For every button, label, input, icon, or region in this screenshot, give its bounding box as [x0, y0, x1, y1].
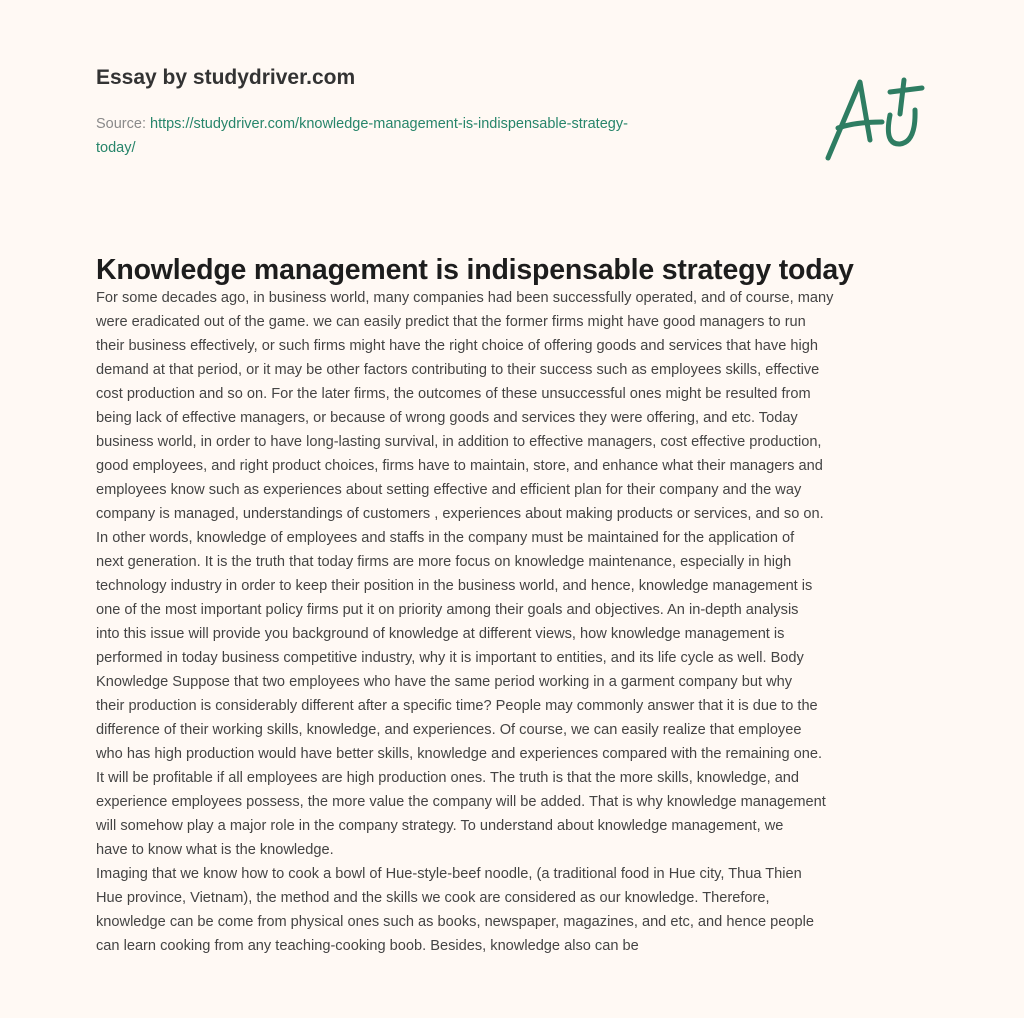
paragraph-line: Hue province, Vietnam), the method and the skills we cook are considered as our knowledge. Therefore, — [96, 890, 770, 906]
article-title: Knowledge management is indispensable strategy today — [96, 254, 854, 286]
source-label: Source: — [96, 116, 150, 132]
paragraph-line: will somehow play a major role in the company strategy. To understand about knowledge management, we — [96, 818, 784, 834]
paragraph-line: company is managed, understandings of customers , experiences about making products or services, and so on. — [96, 506, 824, 522]
paragraph-line: next generation. It is the truth that today firms are more focus on knowledge maintenance, especially in high — [96, 554, 792, 570]
paragraph-line: It will be profitable if all employees are high production ones. The truth is that the more skills, knowledge, and — [96, 770, 800, 786]
article-paragraph-2 — [96, 862, 814, 958]
paragraph-line: their business effectively, or such firms might have the right choice of offering goods and services that have high — [96, 338, 818, 354]
paragraph-line: good employees, and right product choices, firms have to maintain, store, and enhance what their managers and — [96, 458, 823, 474]
paragraph-line: were eradicated out of the game. we can easily predict that the former firms might have good managers to run — [96, 314, 806, 330]
paragraph-line: difference of their working skills, knowledge, and experiences. Of course, we can easily realize that employee — [96, 722, 802, 738]
paragraph-line: demand at that period, or it may be other factors contributing to their success such as employees skills, effective — [96, 362, 820, 378]
paragraph-line: For some decades ago, in business world, many companies had been successfully operated, and of course, many — [96, 290, 834, 306]
paragraph-line: knowledge can be come from physical ones such as books, newspaper, magazines, and etc, and hence people — [96, 914, 814, 930]
paragraph-line: into this issue will provide you background of knowledge at different views, how knowledge management is — [96, 626, 785, 642]
a-plus-logo-icon — [820, 70, 930, 165]
source-line — [96, 112, 736, 160]
paragraph-line: technology industry in order to keep their position in the business world, and hence, knowledge management is — [96, 578, 813, 594]
paragraph-line: have to know what is the knowledge. — [96, 842, 334, 858]
site-brand: Essay by studydriver.com — [96, 66, 356, 89]
paragraph-line: performed in today business competitive industry, why it is important to entities, and its life cycle as well. Body — [96, 650, 804, 666]
paragraph-line: Imaging that we know how to cook a bowl of Hue-style-beef noodle, (a traditional food in Hue city, Thua Thien — [96, 866, 802, 882]
paragraph-line: one of the most important policy firms put it on priority among their goals and objectives. An in-depth analysis — [96, 602, 799, 618]
paragraph-line: cost production and so on. For the later firms, the outcomes of these unsuccessful ones might be resulted from — [96, 386, 811, 402]
paragraph-line: experience employees possess, the more value the company will be added. That is why knowledge management — [96, 794, 826, 810]
article-paragraph-1 — [96, 286, 833, 862]
paragraph-line: business world, in order to have long-lasting survival, in addition to effective managers, cost effective production, — [96, 434, 822, 450]
paragraph-line: can learn cooking from any teaching-cooking boob. Besides, knowledge also can be — [96, 938, 639, 954]
paragraph-line: In other words, knowledge of employees and staffs in the company must be maintained for the application of — [96, 530, 795, 546]
paragraph-line: who has high production would have better skills, knowledge and experiences compared with the remaining one. — [96, 746, 823, 762]
source-link[interactable]: https://studydriver.com/knowledge-management-is-indispensable-strategy- today/ — [96, 116, 628, 156]
paragraph-line: Knowledge Suppose that two employees who have the same period working in a garment company but why — [96, 674, 793, 690]
paragraph-line: employees know such as experiences about setting effective and efficient plan for their company and the way — [96, 482, 802, 498]
paragraph-line: their production is considerably different after a specific time? People may commonly answer that it is due to the — [96, 698, 818, 714]
paragraph-line: being lack of effective managers, or because of wrong goods and services they were offering, and etc. Today — [96, 410, 798, 426]
